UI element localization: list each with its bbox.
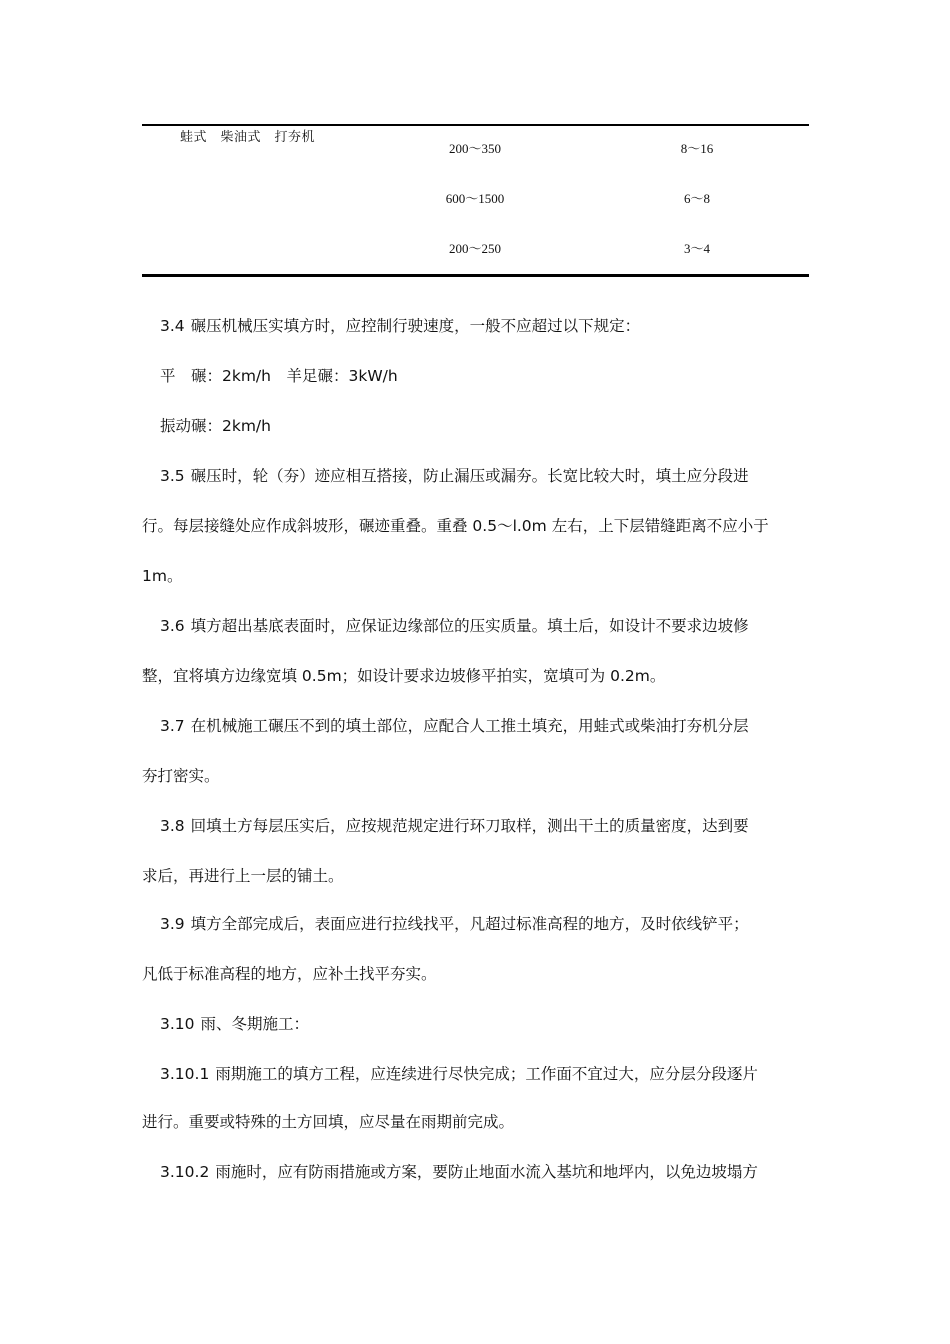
paragraph-line: 3.10 雨、冬期施工： bbox=[160, 1015, 310, 1033]
clause-number: 3.8 bbox=[160, 817, 185, 835]
compaction-table bbox=[142, 124, 809, 277]
clause-number: 3.10 bbox=[160, 1015, 195, 1033]
table-cell: 3～4 bbox=[683, 241, 710, 256]
table-machine-label: 蛙式 柴油式 打夯机 bbox=[180, 130, 316, 145]
table-bottom-rule bbox=[142, 274, 809, 277]
table-cell: 200～250 bbox=[448, 241, 501, 256]
paragraph-line: 3.8 回填土方每层压实后，应按规范规定进行环刀取样，测出干土的质量密度，达到要 bbox=[160, 817, 749, 835]
paragraph-line: 进行。重要或特殊的土方回填，应尽量在雨期前完成。 bbox=[142, 1113, 515, 1131]
clause-number: 3.4 bbox=[160, 317, 185, 335]
clause-number: 3.5 bbox=[160, 467, 185, 485]
clause-number: 3.6 bbox=[160, 617, 185, 635]
paragraph-line: 3.7 在机械施工碾压不到的填土部位，应配合人工推土填充，用蛙式或柴油打夯机分层 bbox=[160, 717, 749, 735]
table-top-rule bbox=[142, 124, 809, 126]
paragraph-line: 1m。 bbox=[142, 567, 183, 585]
paragraph-line: 平 碾：2km/h 羊足碾：3kW/h bbox=[160, 367, 398, 385]
paragraph-line: 3.9 填方全部完成后，表面应进行拉线找平，凡超过标准高程的地方，及时依线铲平； bbox=[160, 915, 749, 933]
clause-number: 3.10.1 bbox=[160, 1065, 210, 1083]
clause-number: 3.10.2 bbox=[160, 1163, 210, 1181]
table-cell: 200～350 bbox=[448, 141, 501, 156]
paragraph-line: 求后，再进行上一层的铺土。 bbox=[142, 867, 344, 885]
paragraph-line: 行。每层接缝处应作成斜坡形，碾迹重叠。重叠 0.5～l.0m 左右，上下层错缝距离不应小于 bbox=[142, 517, 769, 535]
clause-number: 3.9 bbox=[160, 915, 185, 933]
clause-number: 3.7 bbox=[160, 717, 185, 735]
paragraph-line: 3.6 填方超出基底表面时，应保证边缘部位的压实质量。填土后，如设计不要求边坡修 bbox=[160, 617, 749, 635]
paragraph-line: 3.10.2 雨施时，应有防雨措施或方案，要防止地面水流入基坑和地坪内，以免边坡塌方 bbox=[160, 1163, 758, 1181]
table-cell: 8～16 bbox=[680, 141, 714, 156]
paragraph-line: 夯打密实。 bbox=[142, 767, 220, 785]
paragraph-line: 振动碾：2km/h bbox=[160, 417, 271, 435]
table-cell: 600～1500 bbox=[445, 191, 505, 206]
paragraph-line: 3.10.1 雨期施工的填方工程，应连续进行尽快完成；工作面不宜过大，应分层分段逐片 bbox=[160, 1065, 758, 1083]
paragraph-line: 凡低于标准高程的地方，应补土找平夯实。 bbox=[142, 965, 437, 983]
paragraph-line: 整，宜将填方边缘宽填 0.5m；如设计要求边坡修平拍实，宽填可为 0.2m。 bbox=[142, 667, 666, 685]
paragraph-line: 3.4 碾压机械压实填方时，应控制行驶速度，一般不应超过以下规定： bbox=[160, 317, 641, 335]
paragraph-line: 3.5 碾压时，轮（夯）迹应相互搭接，防止漏压或漏夯。长宽比较大时，填土应分段进 bbox=[160, 467, 749, 485]
table-cell: 6～8 bbox=[683, 191, 710, 206]
